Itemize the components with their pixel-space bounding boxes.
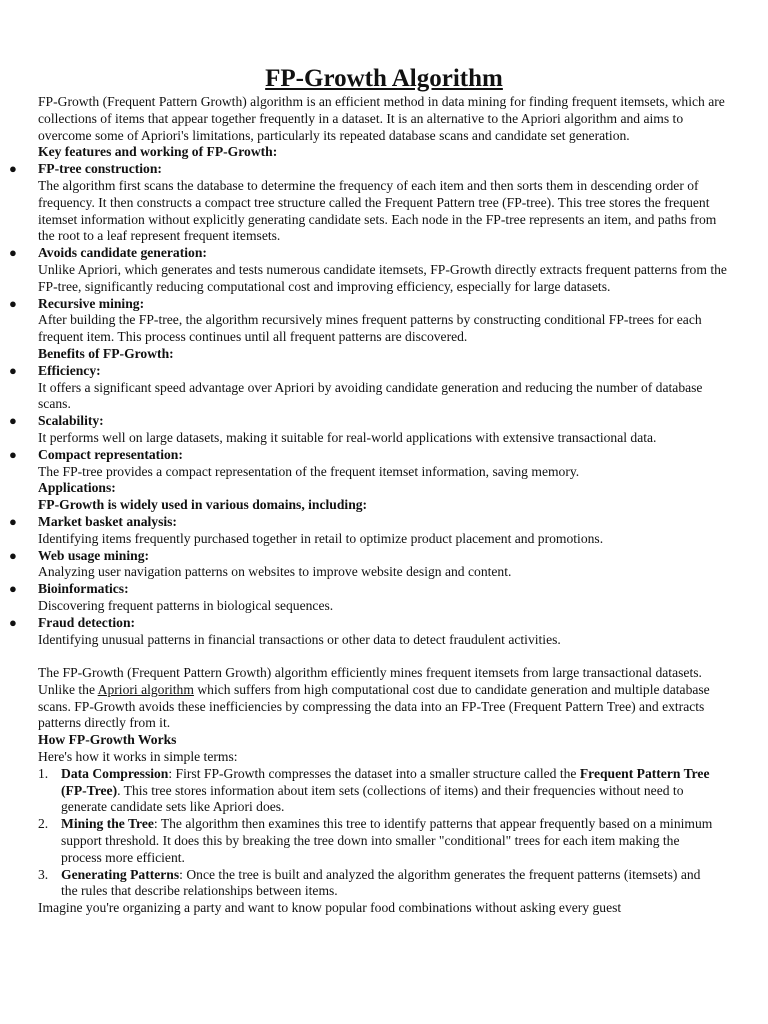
bullet-icon: ● bbox=[9, 295, 17, 311]
step-title: Mining the Tree bbox=[61, 816, 154, 832]
list-item-title: Avoids candidate generation: bbox=[38, 245, 207, 261]
step-bold-term: Frequent Pattern Tree (FP-Tree) bbox=[61, 765, 710, 798]
list-item-text: The algorithm first scans the database to determine the frequency of each item and then sorts them in descending order of frequency. It then constructs a compact tree structure called the Frequent Pattern tree (FP-tree). This tree stores the frequent itemset information without explicitly generating candidate sets. Each node in the FP-tree represents an item, and paths from the root to a leaf represent frequent itemsets. bbox=[38, 177, 717, 244]
step-text-end: . This tree stores information about item sets (collections of items) and their frequencies without need to generate candidate sets like Apriori does. bbox=[61, 782, 684, 815]
features-list bbox=[0, 161, 768, 346]
bullet-icon: ● bbox=[9, 446, 17, 462]
applications-list bbox=[0, 514, 768, 648]
bullet-icon: ● bbox=[9, 245, 17, 261]
overview-paragraph bbox=[38, 665, 728, 732]
list-item bbox=[0, 581, 768, 615]
list-item bbox=[0, 363, 768, 413]
step-item bbox=[0, 816, 768, 866]
list-item-title: Scalability: bbox=[38, 413, 104, 429]
list-item-text: Analyzing user navigation patterns on websites to improve website design and content. bbox=[38, 564, 512, 580]
list-item-title: Market basket analysis: bbox=[38, 513, 177, 529]
features-heading: Key features and working of FP-Growth: bbox=[38, 144, 278, 160]
benefits-heading: Benefits of FP-Growth: bbox=[38, 345, 174, 361]
how-intro: Here's how it works in simple terms: bbox=[38, 749, 238, 765]
list-item bbox=[0, 296, 768, 346]
page-title: FP-Growth Algorithm bbox=[265, 65, 503, 92]
step-title: Data Compression bbox=[61, 765, 169, 781]
list-item bbox=[0, 161, 768, 245]
document-page bbox=[0, 64, 768, 917]
list-item-title: Recursive mining: bbox=[38, 295, 145, 311]
list-item-text: It offers a significant speed advantage over Apriori by avoiding candidate generation and reducing the number of database scans. bbox=[38, 379, 703, 412]
bullet-icon: ● bbox=[9, 614, 17, 630]
intro-paragraph: FP-Growth (Frequent Pattern Growth) algorithm is an efficient method in data mining for finding frequent itemsets, which are collections of items that appear together frequently in a dataset. It is an alternative to the Apriori algorithm and aims to overcome some of Apriori's limitations, particularly its repeated database scans and candidate set generation. bbox=[38, 94, 725, 143]
step-title: Generating Patterns bbox=[61, 866, 180, 882]
list-item bbox=[0, 245, 768, 295]
list-item bbox=[0, 548, 768, 582]
step-text: : First FP-Growth compresses the dataset into a smaller structure called the bbox=[168, 765, 580, 781]
step-item bbox=[0, 867, 768, 901]
list-item-text: After building the FP-tree, the algorithm recursively mines frequent patterns by constructing conditional FP-trees for each frequent item. This process continues until all frequent patterns are discovered. bbox=[38, 312, 702, 345]
list-item bbox=[0, 514, 768, 548]
benefits-list bbox=[0, 363, 768, 481]
paragraph-spacer bbox=[0, 648, 768, 665]
step-text: : Once the tree is built and analyzed the algorithm generates the frequent patterns (itemsets) and the rules that describe relationships between items. bbox=[61, 866, 701, 899]
list-item-title: Compact representation: bbox=[38, 446, 183, 462]
list-item-text: It performs well on large datasets, making it suitable for real-world applications with extensive transactional data. bbox=[38, 429, 657, 445]
bullet-icon: ● bbox=[9, 161, 17, 177]
bullet-icon: ● bbox=[9, 513, 17, 529]
list-item-text: Identifying items frequently purchased together in retail to optimize product placement and promotions. bbox=[38, 530, 604, 546]
list-item-title: Bioinformatics: bbox=[38, 581, 129, 597]
list-item-text: Identifying unusual patterns in financial transactions or other data to detect fraudulent activities. bbox=[38, 631, 561, 647]
applications-heading: Applications: bbox=[38, 480, 116, 496]
list-item-title: Fraud detection: bbox=[38, 614, 136, 630]
list-item bbox=[0, 413, 768, 447]
list-item-text: Unlike Apriori, which generates and tests numerous candidate itemsets, FP-Growth directly extracts frequent patterns from the FP-tree, significantly reducing computational cost and improving efficiency, especially for large datasets. bbox=[38, 261, 727, 294]
list-item-text: Discovering frequent patterns in biological sequences. bbox=[38, 597, 334, 613]
overview-text-end: which suffers from high computational cost due to candidate generation and multiple database scans. FP-Growth avoids these inefficiencies by compressing the data into an FP-Tree (Frequent Pattern Tree) and extracts patterns directly from it. bbox=[38, 681, 710, 731]
list-item-title: Web usage mining: bbox=[38, 547, 150, 563]
bullet-icon: ● bbox=[9, 547, 17, 563]
overview-text-start: The FP-Growth (Frequent Pattern Growth) algorithm efficiently mines frequent itemsets from large transactional datasets. Unlike the bbox=[38, 665, 702, 697]
step-number: 3. bbox=[38, 866, 49, 882]
apriori-link[interactable]: Apriori algorithm bbox=[97, 681, 194, 697]
step-item bbox=[0, 766, 768, 816]
bullet-icon: ● bbox=[9, 362, 17, 378]
list-item-title: FP-tree construction: bbox=[38, 161, 162, 177]
list-item bbox=[0, 447, 768, 481]
list-item bbox=[0, 615, 768, 649]
bullet-icon: ● bbox=[9, 581, 17, 597]
bullet-icon: ● bbox=[9, 413, 17, 429]
how-heading: How FP-Growth Works bbox=[38, 732, 177, 748]
step-number: 1. bbox=[38, 765, 49, 781]
list-item-title: Efficiency: bbox=[38, 362, 101, 378]
step-number: 2. bbox=[38, 816, 49, 832]
steps-list bbox=[0, 766, 768, 900]
applications-subheading: FP-Growth is widely used in various domains, including: bbox=[38, 497, 368, 513]
step-text: : The algorithm then examines this tree to identify patterns that appear frequently based on a minimum support threshold. It does this by breaking the tree down into smaller "conditional" trees for each item making the process more efficient. bbox=[61, 816, 713, 865]
closing-paragraph: Imagine you're organizing a party and want to know popular food combinations without asking every guest bbox=[38, 900, 622, 916]
list-item-text: The FP-tree provides a compact representation of the frequent itemset information, saving memory. bbox=[38, 463, 580, 479]
